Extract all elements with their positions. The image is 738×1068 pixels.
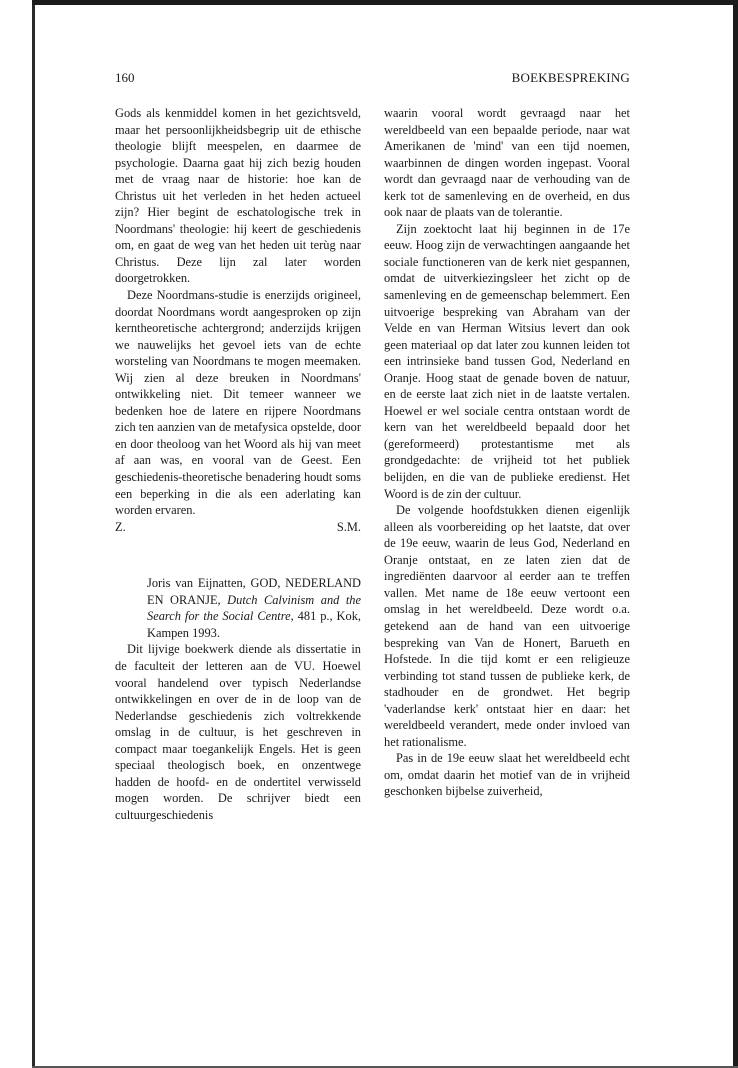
signature-initials: S.M. (336, 519, 361, 534)
book-reference (115, 575, 361, 641)
paragraph: De volgende hoofdstukken dienen eigenlijk alleen als voorbereiding op het laatste, dat over de 19e eeuw, waarin de leus God, Nederland en Oranje ontstaat, en ze laten zien dat de ingrediënten daarvoor al eerder aan te treffen vallen. Met name de 18e eeuw vertoont een omslag in het wereldbeeld. Deze wordt o.a. getekend aan de hand van een uitvoerige bespreking van Van de Honert, Barueth en Hofstede. In die tijd komt er een religieuze verbinding tot stand tussen de publieke kerk, de stadhouder en de grondwet. Het begrip 'vaderlandse kerk' ontstaat hier en daar: het wereldbeeld verandert, mede onder invloed van het rationalisme. (384, 503, 630, 749)
scan-border-right (733, 0, 738, 1068)
scan-border-left (32, 0, 35, 1068)
paragraph: Zijn zoektocht laat hij beginnen in de 17e eeuw. Hoog zijn de verwachtingen aangaande het sociale functioneren van de kerk niet gespannen, omdat de uitverkiezingsleer het zicht op de samenleving en de gemeenschap belemmert. Een uitvoerige bespreking van Abraham van der Velde en van Herman Witsius levert dan ook geen materiaal op dat later zou kunnen leiden tot een intrinsieke band tussen God, Nederland en Oranje. Hoog staat de genade boven de natuur, en de eerste laat zich niet in de laatste vertalen. Hoewel er wel sociale centra ontstaan wordt de kern van het wereldbeeld bepaald door het (gereformeerd) protestantisme met als grondgedachte: de vrijheid tot het publiek belijden, en die van de publieke eredienst. Het Woord is de zin der cultuur. (384, 221, 630, 501)
right-column (384, 105, 630, 800)
book-publication: 481 p., Kok, Kampen 1993. (147, 609, 361, 640)
scan-border-top (32, 0, 734, 5)
book-subtitle: Dutch Calvinism and the Search for the Social Centre, (147, 592, 361, 624)
paragraph: waarin vooral wordt gevraagd naar het wereldbeeld van een bepaalde periode, naar wat Amerikanen de 'mind' van een tijd noemen, waarbinnen de dingen worden ingepast. Vooral wordt dan gevraagd naar de verhouding van de kerk tot de samenleving en de overheid, en dus ook naar de plaats van de tolerantie. (384, 106, 630, 220)
paragraph: Pas in de 19e eeuw slaat het wereldbeeld echt om, omdat daarin het motief van de in vrijheid geschonken bijbelse zuiverheid, (384, 751, 630, 799)
page-number: 160 (115, 70, 135, 85)
paragraph: Deze Noordmans-studie is enerzijds origineel, doordat Noordmans wordt aangesproken op zijn kerntheoretische achtergrond; anderzijds krijgen we nauwelijks het gevoel iets van de echte worsteling van Noordmans te mogen meemaken. Wij zien al deze breuken in Noordmans' ontwikkeling niet. Dit temeer wanneer we bedenken hoe de latere en rijpere Noordmans zich ten aanzien van de metafysica opstelde, door en door theoloog van het Woord als hij van meet af aan was, en vooral van de Geest. Een geschiedenis-theoretische benadering houdt soms een beperking in die als een aderlating kan worden ervaren. (115, 288, 361, 518)
paragraph: Gods als kenmiddel komen in het gezichtsveld, maar het persoonlijkheidsbegrip uit de ethische theologie blijft meespelen, en daarmee de psychologie. Daarna gaat hij zich bezig houden met de vraag naar de historie: hoe kan de Christus uit het verleden in het heden actueel zijn? Hier begint de eschatologische trek in Noordmans' theologie: hij keert de geschiedenis om, en gaat de weg van het heden uit terùg naar Christus. Deze lijn zal later worden doorgetrokken. (115, 106, 361, 286)
left-column (115, 105, 361, 823)
paragraph: Dit lijvige boekwerk diende als dissertatie in de faculteit der letteren aan de VU. Hoewel vooral handelend over typisch Nederlandse ontwikkelingen en over de in de loop van de Nederlandse geschiedenis zich voltrekkende omslag in de cultuur, is het geschreven in compact maar toegankelijk Engels. Het is geen speciaal theologisch boek, en onzentwege hadden de hoofd- en de ondertitel verwisseld mogen worden. De schrijver biedt een cultuurgeschiedenis (115, 642, 361, 822)
signature-line (115, 519, 361, 536)
book-author-title: Joris van Eijnatten, GOD, NEDERLAND EN ORANJE, (147, 576, 361, 607)
signature-place: Z. (115, 519, 126, 534)
running-head: BOEKBESPREKING (511, 70, 630, 85)
page-header (115, 70, 630, 86)
